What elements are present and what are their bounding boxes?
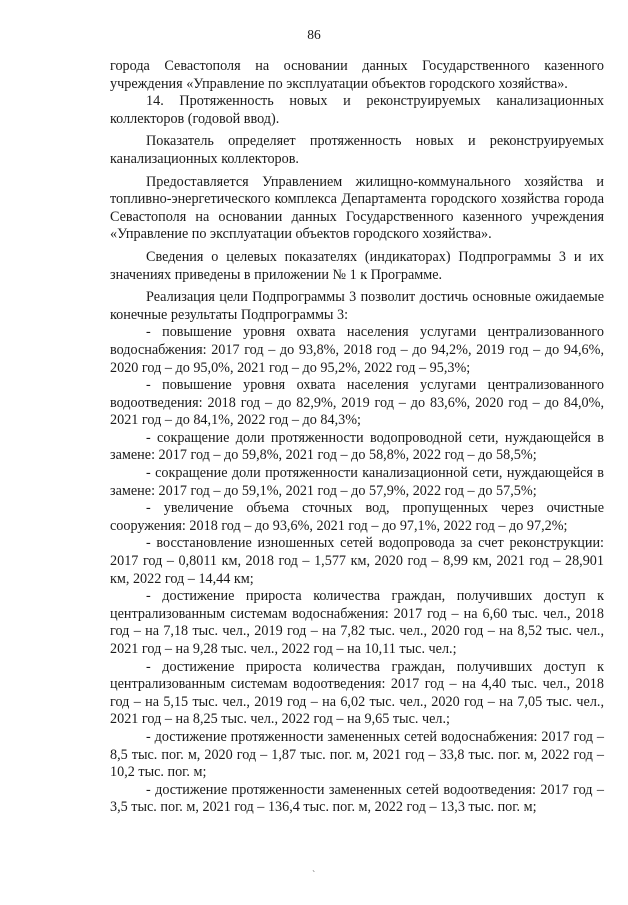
paragraph: Сведения о целевых показателях (индикаторах) Подпрограммы 3 и их значениях приведены в приложении № 1 к Программе. [110,248,604,283]
paragraph: города Севастополя на основании данных Государственного казенного учреждения «Управление по эксплуатации объектов городского хозяйства». [110,58,604,92]
list-item: - достижение протяженности замененных сетей водоснабжения: 2017 год – 8,5 тыс. пог. м, 2020 год – 1,87 тыс. пог. м, 2021 год – 33,8 тыс. пог. м, 2022 год – 10,2 тыс. пог. м; [110,728,604,781]
list-item: - достижение прироста количества граждан, получивших доступ к централизованным системам водоснабжения: 2017 год – на 6,60 тыс. чел., 2018 год – на 7,18 тыс. чел., 2019 год – на 7,82 тыс. чел., 2020 год – на 8,52 тыс. чел., 2021 год – на 9,28 тыс. чел., 2022 год – на 10,11 тыс. чел.; [110,588,604,657]
paragraph: Предоставляется Управлением жилищно-коммунального хозяйства и топливно-энергетического комплекса Департамента городского хозяйства города Севастополя на основании данных Государственного казенного учреждения «Управление по эксплуатации объектов городского хозяйства». [110,173,604,243]
list-item: - увеличение объема сточных вод, пропущенных через очистные сооружения: 2018 год – до 93,6%, 2021 год – до 97,1%, 2022 год – до 97,2%; [110,500,604,534]
list-item: - восстановление изношенных сетей водопровода за счет реконструкции: 2017 год – 0,8011 км, 2018 год – 1,577 км, 2020 год – 8,99 км, 2021 год – 28,901 км, 2022 год – 14,44 км; [110,535,604,587]
page-number: 86 [307,27,321,42]
paragraph: Показатель определяет протяженность новых и реконструируемых канализационных коллекторов. [110,133,604,167]
list-item: - достижение прироста количества граждан, получивших доступ к централизованным системам водоотведения: 2017 год – на 4,40 тыс. чел., 2018 год – на 5,15 тыс. чел., 2019 год – на 6,02 тыс. чел., 2020 год – на 7,05 тыс. чел., 2021 год – на 8,25 тыс. чел., 2022 год – на 9,65 тыс. чел.; [110,658,604,728]
list-item: - сокращение доли протяженности канализационной сети, нуждающейся в замене: 2017 год – до 59,1%, 2021 год – до 57,9%, 2022 год – до 57,5%; [110,465,604,499]
scan-artifact-dot: ` [312,870,316,881]
list-item: - сокращение доли протяженности водопроводной сети, нуждающейся в замене: 2017 год – до 59,8%, 2021 год – до 58,8%, 2022 год – до 58,5%; [110,429,604,464]
paragraph-indicator-14: 14. Протяженность новых и реконструируемых канализационных коллекторов (годовой ввод). [110,93,604,127]
document-body [110,58,604,817]
list-item: - повышение уровня охвата населения услугами централизованного водоотведения: 2018 год – до 82,9%, 2019 год – до 83,6%, 2020 год – до 84,0%, 2021 год – до 84,1%, 2022 год – до 84,3%; [110,377,604,429]
list-item: - повышение уровня охвата населения услугами централизованного водоснабжения: 2017 год – до 93,8%, 2018 год – до 94,2%, 2019 год – до 94,6%, 2020 год – до 95,0%, 2021 год – до 95,2%, 2022 год – 95,3%; [110,324,604,376]
list-item: - достижение протяженности замененных сетей водоотведения: 2017 год – 3,5 тыс. пог. м, 2021 год – 136,4 тыс. пог. м, 2022 год – 13,3 тыс. пог. м; [110,781,604,816]
paragraph: Реализация цели Подпрограммы 3 позволит достичь основные ожидаемые конечные результаты Подпрограммы 3: [110,289,604,323]
